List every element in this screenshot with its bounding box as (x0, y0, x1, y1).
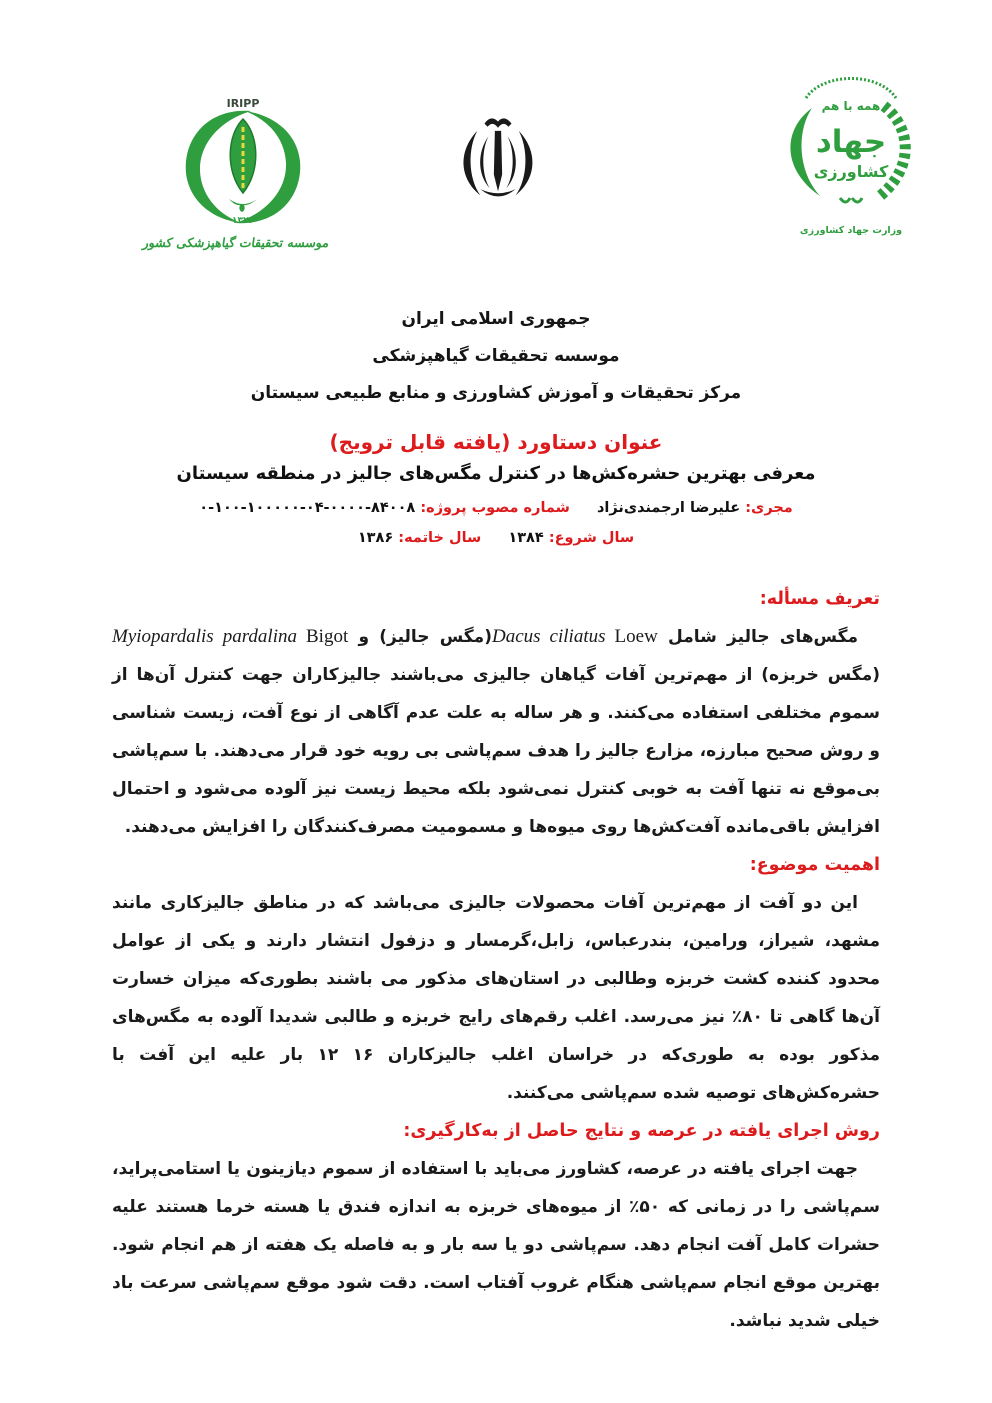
calligraphic-mark (229, 199, 257, 212)
arc-motto-text (806, 79, 896, 99)
years-line (0, 530, 992, 546)
achievement-title: عنوان دستاورد (یافته قابل ترویج) (329, 430, 663, 454)
end-year-label: سال خاتمه: (398, 530, 482, 546)
iripp-year: ۱۳۲۲ (232, 216, 254, 226)
executor-line (0, 500, 992, 516)
jahad-caption: وزارت جهاد کشاورزی (799, 225, 903, 236)
country-line: جمهوری اسلامی ایران (401, 309, 591, 329)
jahad-crescent-wheat-icon (778, 64, 924, 224)
project-number-label: شماره مصوب پروژه: (420, 500, 570, 516)
iripp-logo (140, 95, 329, 250)
institute-line: موسسه تحقیقات گیاهپزشکی (372, 346, 620, 366)
section-heading-method-results: روش اجرای یافته در عرصه و نتایج حاصل از به‌کارگیری: (403, 1121, 880, 1141)
keshavarzi-word: کشاورزی (813, 162, 889, 181)
jahad-agriculture-logo (778, 64, 924, 236)
section-heading-importance: اهمیت موضوع: (749, 855, 880, 875)
center-line: مرکز تحقیقات و آموزش کشاورزی و منابع طبیعی سیستان (250, 383, 742, 403)
title-block (0, 430, 992, 560)
allah-emblem-glyph (446, 110, 550, 210)
section-heading-problem-definition: تعریف مسأله: (759, 589, 880, 609)
iran-national-emblem-icon (444, 110, 552, 210)
iripp-caption: موسسه تحقیقات گیاهپزشکی کشور (140, 235, 329, 250)
iripp-swirl-wheat-icon (163, 95, 323, 233)
bottom-leaves (840, 198, 862, 202)
start-year: ۱۳۸۴ (508, 530, 544, 546)
iripp-acronym: IRIPP (226, 97, 260, 110)
executor-label: مجری: (745, 500, 793, 516)
jahad-word: جهاد (815, 124, 887, 160)
institution-header (0, 301, 992, 412)
jahad-motto: همه با هم (821, 99, 881, 113)
finding-title: معرفی بهترین حشره‌کش‌ها در کنترل مگس‌های جالیز در منطقه سیستان (176, 463, 816, 484)
paragraph-importance: این دو آفت از مهم‌ترین آفات محصولات جالیزی می‌باشد که در مناطق جالیزکاری مانند مشهد، شیراز، ورامین، بندرعباس، زابل،گرمسار و دزفول انتشار دارند و یکی از عوامل محدود کننده کشت خربزه وطالبی در استان‌های مذکور می باشند بطوری‌که میزان خسارت آن‌ها گاهی تا ۸۰٪ نیز می‌رسد. اغلب رقم‌های رایج خربزه و طالبی شدیدا آلوده به مگس‌های مذکور بوده به طوری‌که در خراسان اغلب جالیزکاران ۱۶ ۱۲ بار علیه این آفت با حشره‌کش‌های توصیه شده سم‌پاشی می‌کنند. (112, 893, 880, 1103)
document-body (112, 580, 880, 1340)
start-year-label: سال شروع: (548, 530, 635, 546)
end-year: ۱۳۸۶ (357, 530, 394, 546)
paragraph-problem-definition: مگس‌های جالیز شامل Dacus ciliatus Loew(مگس جالیز) و Myiopardalis pardalina Bigot (مگس خربزه) از مهم‌ترین آفات گیاهان جالیزی می‌باشند جالیزکاران جهت کنترل آن‌ها از سموم مختلفی استفاده می‌کنند. و هر ساله به علت عدم آگاهی از نوع آفت، زیست شناسی و روش صحیح مبارزه، مزارع جالیز را هدف سم‌پاشی بی رویه خود قرار می‌دهند. با سم‌پاشی بی‌موقع نه تنها آفت به خوبی کنترل نمی‌شود بلکه محیط زیست نیز آلوده می‌شود و احتمال افزایش باقی‌مانده آفت‌کش‌ها روی میوه‌ها و مسمومیت مصرف‌کنندگان را افزایش می‌دهند. (112, 626, 880, 837)
executor-name: علیرضا ارجمندی‌نژاد (596, 500, 741, 516)
project-number: ۸۴۰۰۸-۰۰۰۰-۰۴-۱۰۰۰۰۰-۱۰۰-۰ (199, 500, 416, 516)
paragraph-method-results: جهت اجرای یافته در عرصه، کشاورز می‌باید با استفاده از سموم دیازینون یا استامی‌پراید، سم‌پاشی را در زمانی که ۵۰٪ از میوه‌های خربزه به اندازه فندق یا هسته خرما هستند علیه حشرات کامل آفت انجام دهد. سم‌پاشی دو یا سه بار و به فاصله یک هفته از هم انجام شود. بهترین موقع انجام سم‌پاشی هنگام غروب آفتاب است. دقت شود موقع سم‌پاشی سرعت باد خیلی شدید نباشد. (112, 1159, 880, 1331)
